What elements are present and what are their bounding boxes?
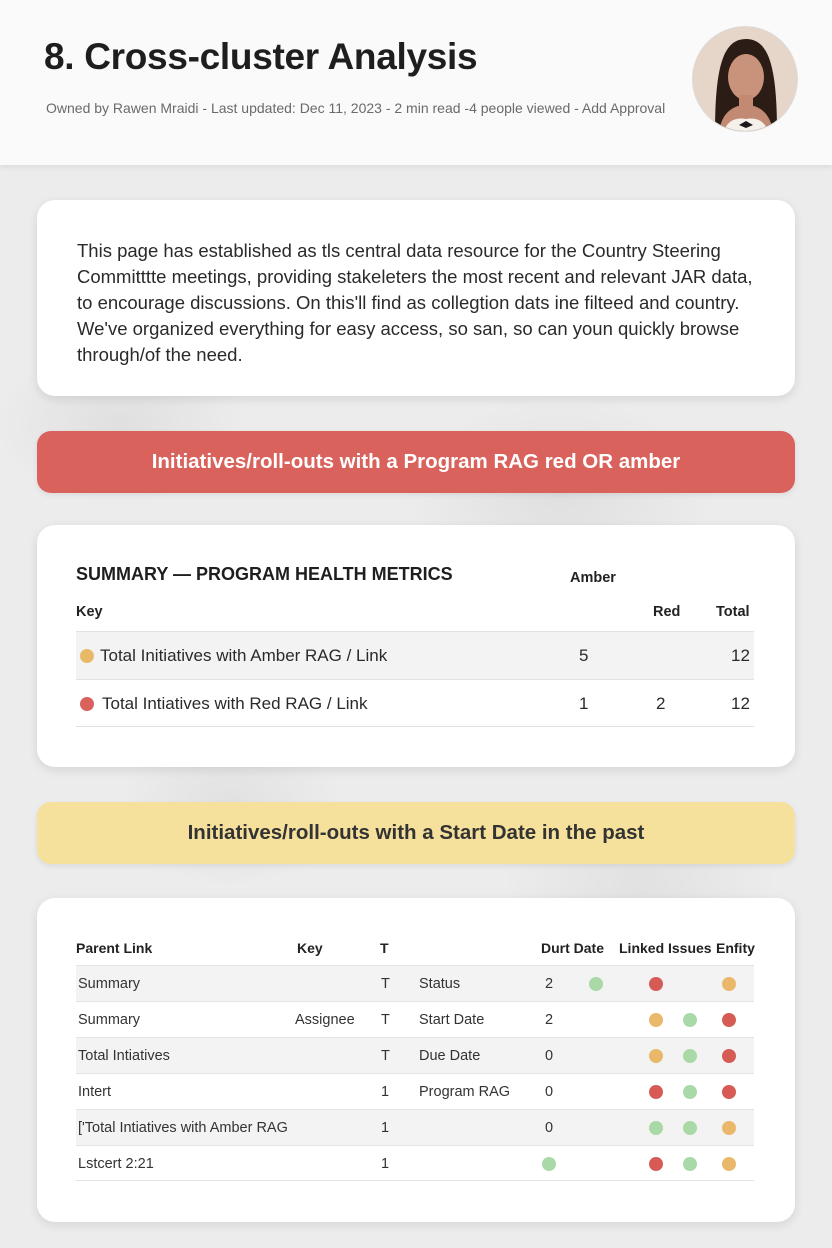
cell-t: T bbox=[381, 1012, 390, 1028]
table-row[interactable] bbox=[76, 1145, 754, 1181]
col-header-t: T bbox=[380, 940, 389, 956]
intro-text: This page has established as tls central data resource for the Country Steering Committtte meetings, providing stakeleters the most recent and relevant JAR data, to encourage discussions. On this'll find as collegtion dats ine filteed and country. We've organized everything for easy access, so san, so can youn quickly browse through/of the need. bbox=[77, 240, 753, 365]
cell-field: Program RAG bbox=[419, 1084, 511, 1100]
row-label: Total Initiatives with Amber RAG / Link bbox=[100, 646, 388, 665]
start-date-section-banner: Initiatives/roll-outs with a Start Date in the past bbox=[37, 802, 795, 864]
table-row[interactable] bbox=[76, 1001, 754, 1037]
green-status-dot bbox=[649, 1121, 663, 1135]
col-header-red: Red bbox=[653, 604, 681, 620]
amber-count: 1 bbox=[579, 694, 589, 713]
table-row[interactable] bbox=[76, 1037, 754, 1073]
cell-t: T bbox=[381, 1048, 390, 1064]
cell-num: 2 bbox=[545, 976, 554, 992]
cell-field: Start Date bbox=[419, 1012, 485, 1028]
cell-t: 1 bbox=[381, 1156, 390, 1172]
green-status-dot bbox=[683, 1013, 697, 1027]
cell-t: T bbox=[381, 976, 390, 992]
red-amber-section-banner: Initiatives/roll-outs with a Program RAG red OR amber bbox=[37, 431, 795, 493]
cell-field: Status bbox=[419, 976, 461, 992]
red-status-dot bbox=[80, 697, 94, 711]
cell-parent[interactable]: ['Total Intiatives with Amber RAG bbox=[78, 1120, 288, 1136]
person-portrait-icon bbox=[693, 27, 798, 132]
green-status-dot bbox=[683, 1049, 697, 1063]
intro-card bbox=[37, 200, 795, 396]
page-meta: Owned by Rawen Mraidi - Last updated: Dec 11, 2023 - 2 min read -4 people viewed - Add Approval bbox=[46, 100, 666, 116]
red-status-dot bbox=[722, 1085, 736, 1099]
amber-status-dot bbox=[649, 1013, 663, 1027]
summary-title: SUMMARY — PROGRAM HEALTH METRICS bbox=[76, 564, 453, 584]
total-count: 12 bbox=[731, 646, 750, 665]
summary-row-red[interactable] bbox=[76, 679, 754, 727]
amber-status-dot bbox=[722, 1121, 736, 1135]
green-status-dot bbox=[683, 1157, 697, 1171]
summary-card bbox=[37, 525, 795, 767]
cell-parent[interactable]: Summary bbox=[78, 976, 141, 992]
summary-row-amber[interactable] bbox=[76, 631, 754, 679]
page-title: 8. Cross-cluster Analysis bbox=[44, 36, 478, 77]
amber-status-dot bbox=[649, 1049, 663, 1063]
red-status-dot bbox=[722, 1013, 736, 1027]
table-row[interactable] bbox=[76, 965, 754, 1001]
cell-field: Due Date bbox=[419, 1048, 481, 1064]
cell-parent[interactable]: Intert bbox=[78, 1084, 112, 1100]
amber-count: 5 bbox=[579, 646, 589, 665]
page-header bbox=[0, 0, 832, 165]
col-header-durt-date: Durt Date bbox=[541, 940, 605, 956]
col-header-key: Key bbox=[76, 604, 103, 620]
col-header-entity: Enfity bbox=[716, 940, 755, 956]
cell-parent[interactable]: Total Intiatives bbox=[78, 1048, 170, 1064]
cell-num: 2 bbox=[545, 1012, 554, 1028]
col-header-amber: Amber bbox=[570, 570, 616, 586]
cell-t: 1 bbox=[381, 1084, 390, 1100]
amber-status-dot bbox=[80, 649, 94, 663]
total-count: 12 bbox=[731, 694, 750, 713]
cell-key: Assignee bbox=[295, 1012, 355, 1028]
red-status-dot bbox=[649, 1157, 663, 1171]
avatar[interactable] bbox=[692, 26, 798, 132]
col-header-key: Key bbox=[297, 940, 323, 956]
table-row[interactable] bbox=[76, 1109, 754, 1145]
red-count: 2 bbox=[656, 694, 666, 713]
cell-parent[interactable]: Summary bbox=[78, 1012, 141, 1028]
cell-parent[interactable]: Lstcert 2:21 bbox=[78, 1156, 154, 1172]
amber-status-dot bbox=[722, 977, 736, 991]
red-status-dot bbox=[722, 1049, 736, 1063]
green-status-dot bbox=[542, 1157, 556, 1171]
amber-status-dot bbox=[722, 1157, 736, 1171]
cell-num: 0 bbox=[545, 1120, 554, 1136]
col-header-linked-issues: Linked Issues bbox=[619, 940, 712, 956]
red-status-dot bbox=[649, 977, 663, 991]
cell-t: 1 bbox=[381, 1120, 390, 1136]
green-status-dot bbox=[589, 977, 603, 991]
col-header-parent-link: Parent Link bbox=[76, 940, 153, 956]
green-status-dot bbox=[683, 1121, 697, 1135]
row-label: Total Intiatives with Red RAG / Link bbox=[102, 694, 368, 713]
issues-table-card bbox=[37, 898, 795, 1222]
cell-num: 0 bbox=[545, 1048, 554, 1064]
green-status-dot bbox=[683, 1085, 697, 1099]
table-row[interactable] bbox=[76, 1073, 754, 1109]
col-header-total: Total bbox=[716, 604, 750, 620]
red-status-dot bbox=[649, 1085, 663, 1099]
cell-num: 0 bbox=[545, 1084, 554, 1100]
